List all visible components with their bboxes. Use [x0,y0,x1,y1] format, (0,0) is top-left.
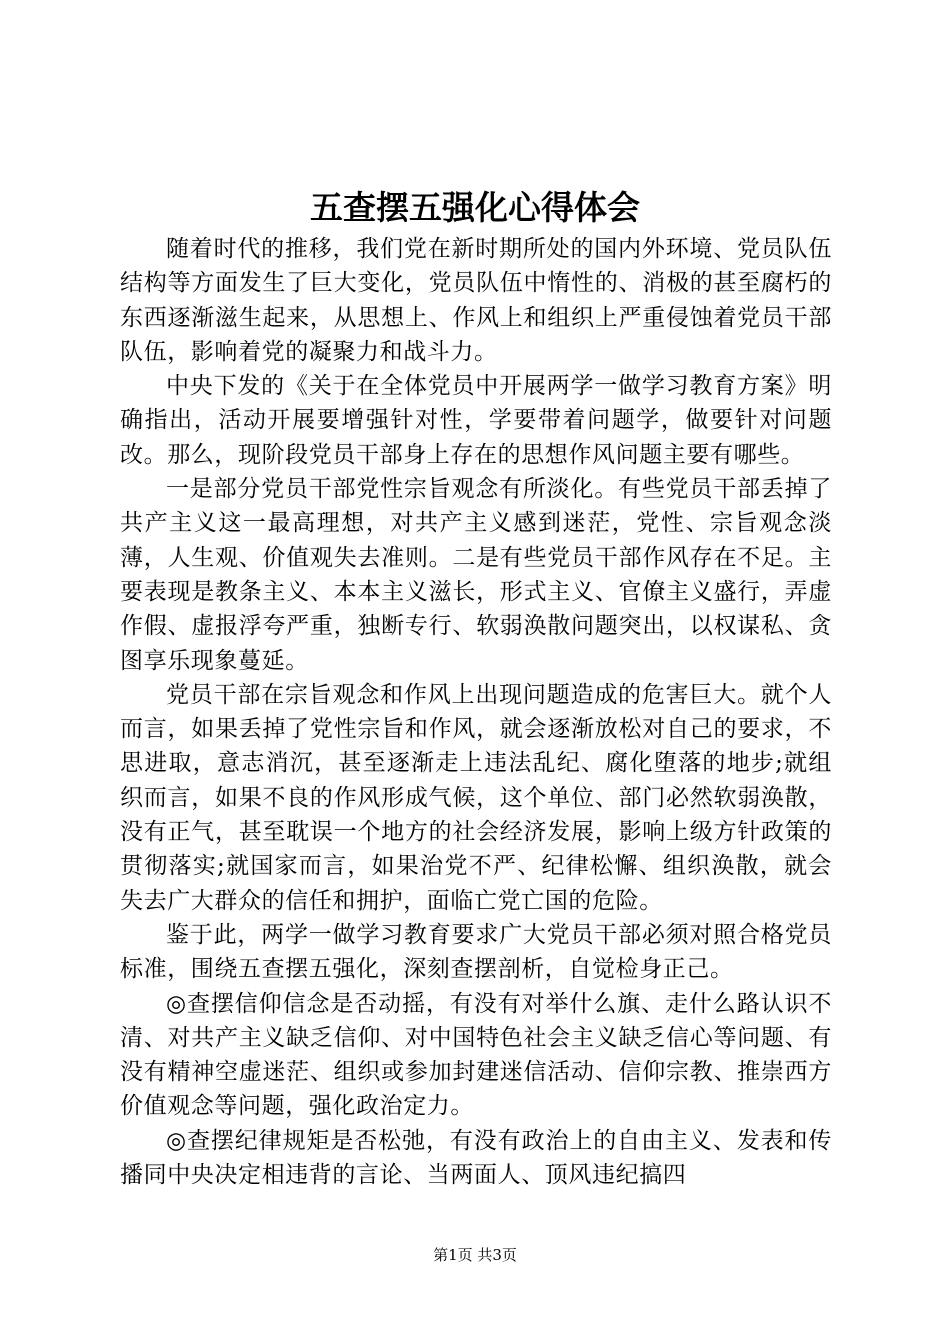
paragraph: 一是部分党员干部党性宗旨观念有所淡化。有些党员干部丢掉了共产主义这一最高理想，对共产主义感到迷茫，党性、宗旨观念淡薄，人生观、价值观失去准则。二是有些党员干部作风存在不足。主要表现是教条主义、本本主义滋长，形式主义、官僚主义盛行，弄虚作假、虚报浮夸严重，独断专行、软弱涣散问题突出，以权谋私、贪图享乐现象蔓延。 [120,476,832,674]
page-footer [0,1244,950,1266]
document-body [120,232,832,1192]
paragraph: 随着时代的推移，我们党在新时期所处的国内外环境、党员队伍结构等方面发生了巨大变化，党员队伍中惰性的、消极的甚至腐朽的东西逐渐滋生起来，从思想上、作风上和组织上严重侵蚀着党员干部队伍，影响着党的凝聚力和战斗力。 [120,236,832,365]
paragraph: 党员干部在宗旨观念和作风上出现问题造成的危害巨大。就个人而言，如果丢掉了党性宗旨和作风，就会逐渐放松对自己的要求，不思进取，意志消沉，甚至逐渐走上违法乱纪、腐化堕落的地步;就组织而言，如果不良的作风形成气候，这个单位、部门必然软弱涣散，没有正气，甚至耽误一个地方的社会经济发展，影响上级方针政策的贯彻落实;就国家而言，如果治党不严、纪律松懈、组织涣散，就会失去广大群众的信任和拥护，面临亡党亡国的危险。 [120,681,832,914]
page-number-indicator: 第1页 共3页 [433,1246,517,1264]
paragraph: 鉴于此，两学一做学习教育要求广大党员干部必须对照合格党员标准，围绕五查摆五强化，深刻查摆剖析，自觉检身正己。 [120,921,832,983]
paragraph: ◎查摆纪律规矩是否松弛，有没有政治上的自由主义、发表和传播同中央决定相违背的言论、当两面人、顶风违纪搞四 [120,1127,832,1189]
document-title: 五查摆五强化心得体会 [310,188,640,227]
paragraph: ◎查摆信仰信念是否动摇，有没有对举什么旗、走什么路认识不清、对共产主义缺乏信仰、对中国特色社会主义缺乏信心等问题、有没有精神空虚迷茫、组织或参加封建迷信活动、信仰宗教、推崇西方价值观念等问题，强化政治定力。 [120,990,832,1120]
paragraph: 中央下发的《关于在全体党员中开展两学一做学习教育方案》明确指出，活动开展要增强针对性，学要带着问题学，做要针对问题改。那么，现阶段党员干部身上存在的思想作风问题主要有哪些。 [120,373,832,468]
